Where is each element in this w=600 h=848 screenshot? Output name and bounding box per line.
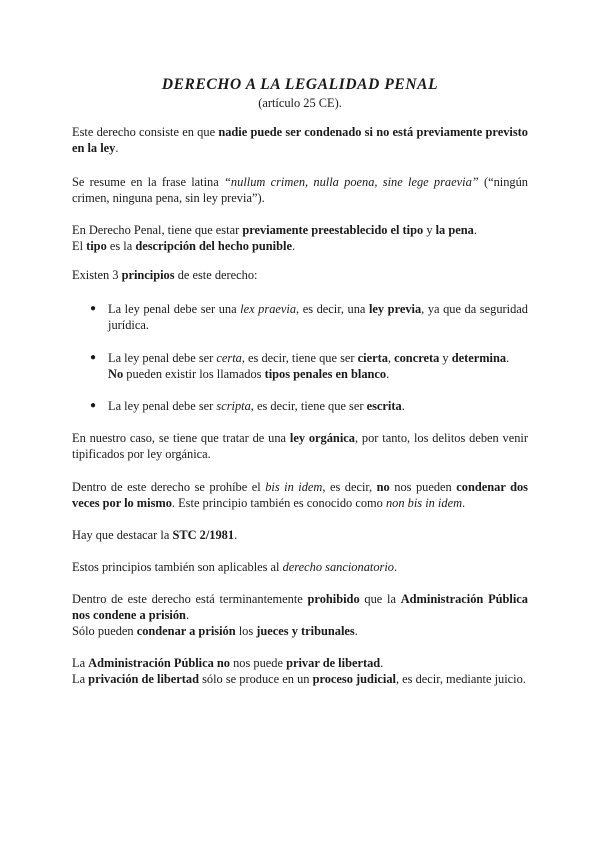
bullet-icon: ● xyxy=(90,352,97,363)
paragraph-latin-phrase: Se resume en la frase latina “nullum crimen, nulla poena, sine lege praevia” (“ningún crimen, ninguna pena, sin ley previa”). xyxy=(72,175,528,205)
paragraph-bis-in-idem: Dentro de este derecho se prohíbe el bis in idem, es decir, no nos pueden condenar dos veces por lo mismo. Este principio también es conocido como non bis in idem. xyxy=(72,480,528,510)
page-title: DERECHO A LA LEGALIDAD PENAL xyxy=(161,76,439,93)
page-subtitle: (artículo 25 CE). xyxy=(258,96,342,110)
paragraph-ley-organica: En nuestro caso, se tiene que tratar de una ley orgánica, por tanto, los delitos deben venir tipificados por ley orgánica. xyxy=(72,431,528,461)
paragraph-principles-intro: Existen 3 principios de este derecho: xyxy=(72,268,258,282)
list-item-text: La ley penal debe ser certa, es decir, tiene que ser cierta, concreta y determina. No pueden existir los llamados tipos penales en blanco. xyxy=(108,351,510,381)
paragraph-definition: Este derecho consiste en que nadie puede ser condenado si no está previamente previsto en la ley. xyxy=(72,125,528,155)
paragraph-stc: Hay que destacar la STC 2/1981. xyxy=(72,528,238,542)
paragraph-tipo-pena: En Derecho Penal, tiene que estar previamente preestablecido el tipo y la pena. El tipo es la descripción del hecho punible. xyxy=(72,223,477,253)
paragraph-privacion-libertad: La Administración Pública no nos puede privar de libertad. La privación de libertad sólo se produce en un proceso judicial, es decir, mediante juicio. xyxy=(72,656,526,686)
paragraph-sancionatorio: Estos principios también son aplicables al derecho sancionatorio. xyxy=(72,560,398,574)
paragraph-prohibicion: Dentro de este derecho está terminantemente prohibido que la Administración Pública nos condene a prisión. Sólo pueden condenar a prisión los jueces y tribunales. xyxy=(72,592,528,638)
list-item-text: La ley penal debe ser scripta, es decir, tiene que ser escrita. xyxy=(108,399,405,413)
bullet-icon: ● xyxy=(90,303,97,314)
bullet-icon: ● xyxy=(90,400,97,411)
list-item-text: La ley penal debe ser una lex praevia, es decir, una ley previa, ya que da seguridad jurídica. xyxy=(108,302,528,332)
